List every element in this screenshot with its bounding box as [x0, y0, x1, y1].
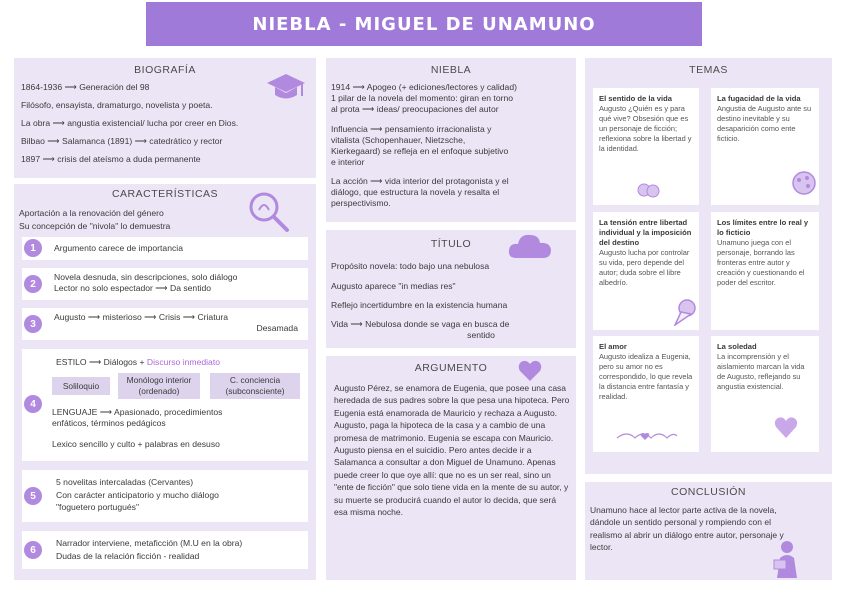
number-badge: 4 — [24, 395, 42, 413]
intro-line: Su concepción de "nivola" lo demuestra — [19, 221, 171, 231]
tema-body: Augusto idealiza a Eugenia, pero su amor no es correspondido, lo que revela la distancia entre fantasía y realidad. — [599, 352, 693, 401]
tema-body: Augusto lucha por controlar su vida, pero depende del autor; duda sobre el libre albedrío. — [599, 248, 690, 287]
number-badge: 6 — [24, 541, 42, 559]
titulo-panel — [326, 230, 576, 348]
ice-cream-icon — [669, 298, 699, 326]
titulo-line: Augusto aparece "in medias res" — [331, 281, 456, 291]
number-badge: 5 — [24, 487, 42, 505]
caracteristica-card-2 — [22, 268, 308, 300]
niebla-heading: NIEBLA — [430, 64, 472, 76]
number-badge: 1 — [24, 239, 42, 257]
graduation-cap-icon — [266, 72, 306, 102]
titulo-line: Propósito novela: todo bajo una nebulosa — [331, 261, 490, 271]
biografia-line: Filósofo, ensayista, dramaturgo, novelista y poeta. — [21, 100, 213, 110]
caracteristica-card-5 — [22, 470, 308, 522]
tag-soliloquio: Soliloquio — [52, 377, 110, 395]
caracteristica-card-3 — [22, 308, 308, 340]
cloud-icon — [508, 232, 552, 260]
page-title: NIEBLA - MIGUEL DE UNAMUNO — [146, 2, 702, 46]
biografia-panel — [14, 58, 316, 178]
caracteristicas-panel — [14, 184, 316, 580]
reader-icon — [771, 540, 803, 578]
temas-panel — [585, 58, 832, 474]
caracteristica-text: 5 novelitas intercaladas (Cervantes) Con carácter anticipatorio y mucho diálogo "foguetero portugués" — [56, 477, 219, 512]
biografia-line: La obra ⟶ angustia existencial/ lucha por creer en Dios. — [21, 118, 239, 128]
argumento-heading: ARGUMENTO — [414, 362, 488, 374]
estilo-accent: Discurso inmediato — [146, 357, 220, 367]
argumento-panel — [326, 356, 576, 580]
niebla-p3: La acción ⟶ vida interior del protagonista y el diálogo, que estructura la novela y resalta el perspectivismo. — [331, 176, 509, 208]
tema-title: La soledad — [717, 342, 757, 351]
estilo-label: ESTILO ⟶ Diálogos + — [56, 357, 147, 367]
caracteristica-card-6 — [22, 531, 308, 569]
titulo-vida-2: sentido — [467, 330, 495, 340]
caracteristica-card-1 — [22, 237, 308, 260]
heart-icon — [518, 360, 542, 382]
caracteristica-card-4 — [22, 349, 308, 461]
small-heart-icon — [615, 428, 679, 442]
titulo-heading: TÍTULO — [430, 238, 472, 250]
tema-title: La fugacidad de la vida — [717, 94, 801, 103]
lexico-line: Lexico sencillo y culto + palabras en desuso — [52, 439, 220, 449]
titulo-vida: Vida ⟶ Nebulosa donde se vaga en busca de — [331, 319, 510, 329]
tema-card — [711, 336, 819, 452]
tema-body: Angustia de Augusto ante su destino inevitable y su desaparición como ente ficticio. — [717, 104, 812, 143]
number-badge: 3 — [24, 315, 42, 333]
argumento-text: Augusto Pérez, se enamora de Eugenia, que posee una casa heredada de sus padres sobre la que pesa una hipoteca. Pero Eugenia está enamorada de Mauricio y rechaza a Augusto. Augusto, paga la hipoteca de la casa y a cambio de una promesa de matrimonio. Eugenia se escapa con Mauricio. Augusto piensa en el suicidio. Pero antes decide ir a Salamanca a consultar a don Miguel de Unamuno. Apenas puede creer lo que oye allí: que no es un ser real, sino un "ente de ficción" que solo tiene vida en la mente de su autor, y su muerte se producirá cuando el autor lo decida, que será esa misma noche. — [334, 383, 570, 518]
biografia-heading: BIOGRAFÍA — [134, 64, 196, 76]
number-badge: 2 — [24, 275, 42, 293]
conclusion-heading: CONCLUSIÓN — [670, 486, 746, 498]
caracteristicas-intro — [19, 208, 170, 232]
niebla-panel — [326, 58, 576, 222]
caracteristica-text: Augusto ⟶ misterioso ⟶ Crisis ⟶ Criatura — [54, 312, 229, 322]
conclusion-text: Unamuno hace al lector parte activa de la novela, dándole un sentido personal y rompiendo con el realismo al abrir un diálogo entre autor, personaje y lector. — [590, 505, 784, 553]
tema-title: El sentido de la vida — [599, 94, 673, 103]
biografia-line: 1864-1936 ⟶ Generación del 98 — [21, 82, 150, 92]
heart-icon — [773, 414, 799, 440]
tema-body: La incomprensión y el aislamiento marcan la vida de Augusto, reflejando su angustia existencial. — [717, 352, 805, 391]
biografia-line: 1897 ⟶ crisis del ateísmo a duda permanente — [21, 154, 201, 164]
tema-title: El amor — [599, 342, 627, 351]
niebla-p2: Influencia ⟶ pensamiento irracionalista y vitalista (Schopenhauer, Nietzsche, Kierkegaard) se refleja en el enfoque subjetivo e interior — [331, 124, 509, 167]
niebla-p1: 1914 ⟶ Apogeo (+ ediciones/lectores y calidad) 1 pilar de la novela del momento: giran en torno al prota ⟶ ideas/ preocupaciones del autor — [331, 82, 517, 114]
caracteristica-text: Desamada — [256, 323, 298, 333]
tema-title: La tensión entre libertad individual y la imposición del destino — [599, 218, 692, 247]
lenguaje-line: LENGUAJE ⟶ Apasionado, procedimientos enfáticos, términos pedágicos — [52, 407, 223, 428]
titulo-line: Reflejo incertidumbre en la existencia humana — [331, 300, 508, 310]
tag-conciencia: C. conciencia (subconsciente) — [210, 373, 300, 399]
tag-monologo: Monólogo interior (ordenado) — [118, 373, 200, 399]
biografia-list — [21, 82, 279, 165]
balloons-icon — [635, 182, 663, 202]
estilo-line — [56, 357, 220, 368]
conclusion-panel — [585, 482, 832, 580]
temas-heading: TEMAS — [689, 64, 728, 76]
intro-line: Aportación a la renovación del género — [19, 208, 164, 218]
caracteristica-text: Novela desnuda, sin descripciones, solo diálogo Lector no solo espectador ⟶ Da sentido — [54, 272, 238, 293]
tema-body: Augusto ¿Quién es y para qué vive? Obsesión que es un personaje de ficción; reflexiona sobre la libertad y la identidad. — [599, 104, 692, 153]
biografia-line: Bilbao ⟶ Salamanca (1891) ⟶ catedrático y rector — [21, 136, 223, 146]
candy-icon — [789, 168, 819, 198]
caracteristica-text: Argumento carece de importancia — [54, 243, 183, 253]
tema-title: Los límites entre lo real y lo ficticio — [717, 218, 809, 237]
magnifier-icon — [247, 190, 291, 234]
caracteristicas-heading: CARACTERÍSTICAS — [111, 188, 219, 200]
tema-card — [711, 212, 819, 330]
caracteristica-text: Narrador interviene, metaficción (M.U en la obra) Dudas de la relación ficción - realidad — [56, 538, 243, 561]
tema-body: Unamuno juega con el personaje, borrando las fronteras entre autor y creación y cuestionando el poder del escritor. — [717, 238, 805, 287]
